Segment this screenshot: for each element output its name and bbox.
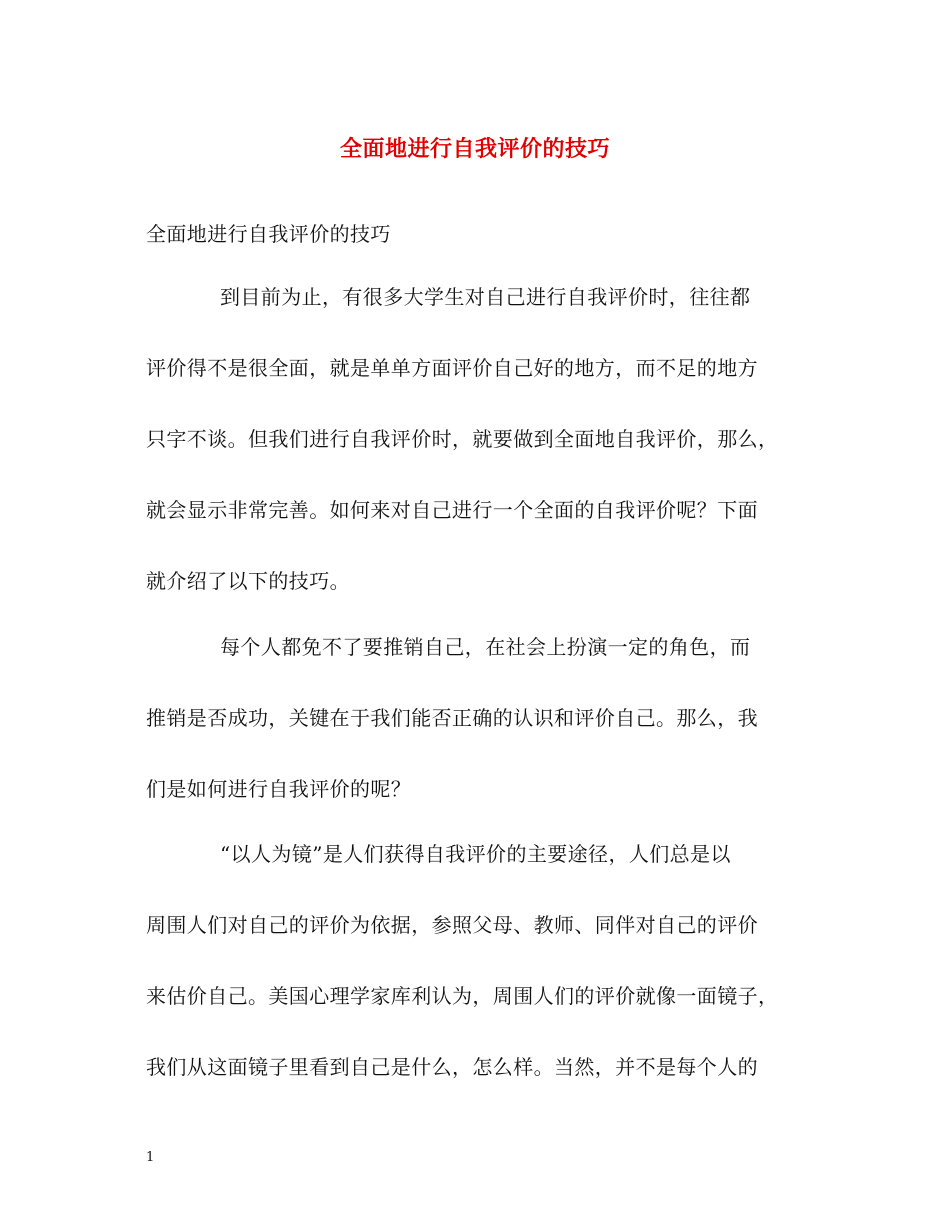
paragraph-line: 就会显示非常完善。如何来对自己进行一个全面的自我评价呢？下面 [146,498,758,522]
document-subtitle: 全面地进行自我评价的技巧 [146,222,391,246]
paragraph-line: 周围人们对自己的评价为依据，参照父母、教师、同伴对自己的评价 [146,913,758,937]
page-number: 1 [146,1150,155,1165]
paragraph-line: “以人为镜”是人们获得自我评价的主要途径，人们总是以 [220,842,731,866]
document-title: 全面地进行自我评价的技巧 [339,136,610,162]
paragraph-line: 只字不谈。但我们进行自我评价时，就要做到全面地自我评价，那么， [146,427,779,451]
paragraph-line: 推销是否成功，关键在于我们能否正确的认识和评价自己。那么，我 [146,706,758,730]
paragraph-line: 就介绍了以下的技巧。 [146,569,350,593]
paragraph-line: 评价得不是很全面，就是单单方面评价自己好的地方，而不足的地方 [146,356,758,380]
paragraph-line: 到目前为止，有很多大学生对自己进行自我评价时，往往都 [220,285,751,309]
paragraph-line: 来估价自己。美国心理学家库利认为，周围人们的评价就像一面镜子， [146,984,779,1008]
paragraph-line: 们是如何进行自我评价的呢？ [146,777,412,801]
paragraph-line: 每个人都免不了要推销自己，在社会上扮演一定的角色，而 [220,635,751,659]
paragraph-line: 我们从这面镜子里看到自己是什么，怎么样。当然，并不是每个人的 [146,1055,758,1079]
